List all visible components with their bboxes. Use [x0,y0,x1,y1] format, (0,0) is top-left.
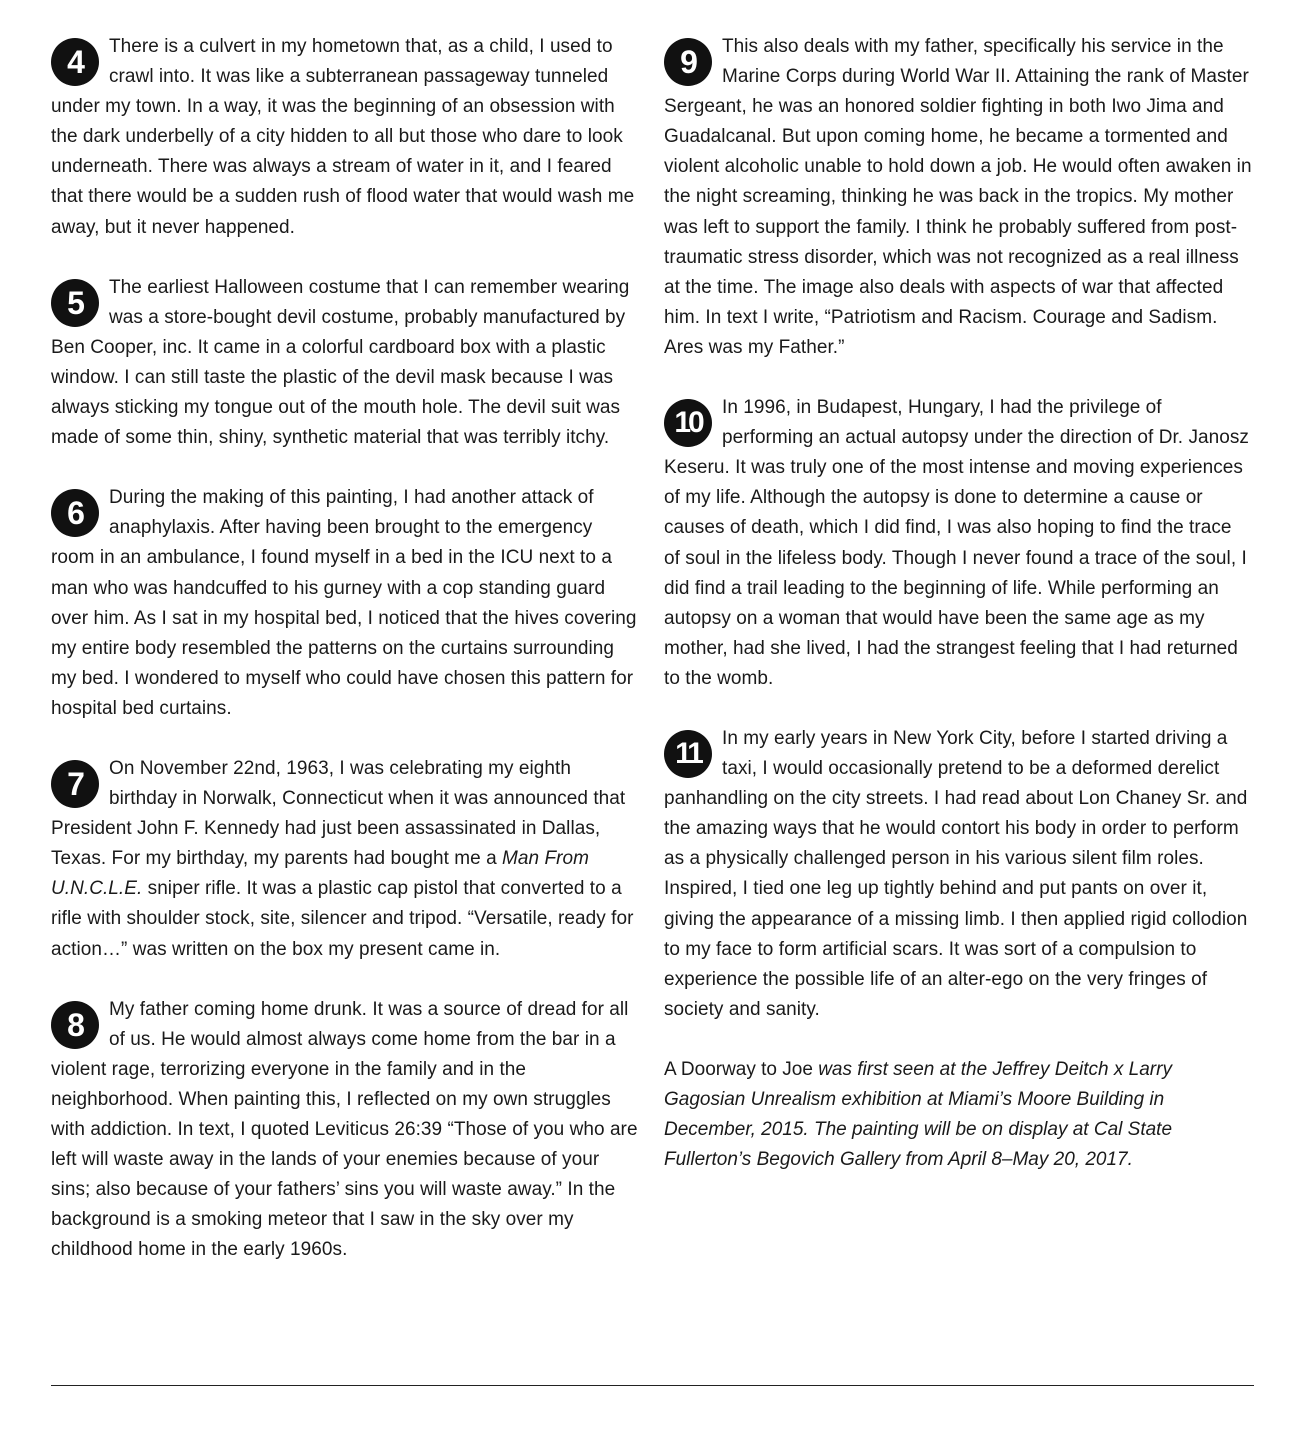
footer-divider [51,1385,1254,1386]
entry-text: During the making of this painting, I had another attack of anaphylaxis. After having been brought to the emergency room in an ambulance, I found myself in a bed in the ICU next to a man who was handcuffed to his gurney with a cop standing guard over him. As I sat in my hospital bed, I noticed that the hives covering my entire body resembled the patterns on the curtains surrounding my bed. I wondered to myself who could have chosen this pattern for hospital bed curtains. [51,487,637,719]
entry-text-part: On November 22nd, 1963, I was celebrating my eighth birthday in Norwalk, Connecticut when it was announced that President John F. Kennedy had just been assassinated in Dallas, Texas. For my birthday, my parents had bought me a [51,757,626,870]
entry-text: This also deals with my father, specifically his service in the Marine Corps during World War II. Attaining the rank of Master Sergeant, he was an honored soldier fighting in both Iwo Jima and Guadalcanal. But upon coming home, he became a tormented and violent alcoholic unable to hold down a job. He would often awaken in the night screaming, thinking he was back in the tropics. My mother was left to support the family. I think he probably suffered from post-traumatic stress disorder, which was not recognized as a real illness at the time. The image also deals with aspects of war that affected him. In text I write, “Patriotism and Racism. Courage and Sadism. Ares was my Father.” [664,36,1252,358]
entry-8 [51,995,639,1266]
entry-text: My father coming home drunk. It was a source of dread for all of us. He would almost always come home from the bar in a violent rage, terrorizing everyone in the family and in the neighborhood. When painting this, I reflected on my own struggles with addiction. In text, I quoted Leviticus 26:39 “Those of you who are left will waste away in the lands of your enemies because of your sins; also because of your fathers’ sins you will waste away.” In the background is a smoking meteor that I saw in the sky over my childhood home in the early 1960s. [51,998,638,1261]
entry-4 [51,32,639,243]
entry-text: The earliest Halloween costume that I can remember wearing was a store-bought devil costume, probably manufactured by Ben Cooper, inc. It came in a colorful cardboard box with a plastic window. I can still taste the plastic of the devil mask because I was always sticking my tongue out of the mouth hole. The devil suit was made of some thin, shiny, synthetic material that was terribly itchy. [51,276,630,449]
entry-text-part: sniper rifle. It was a plastic cap pistol that converted to a rifle with shoulder stock, site, silencer and tripod. “Versatile, ready for action…” was written on the box my present came in. [51,878,634,960]
entry-number-badge: 4 [51,38,99,86]
entry-text [51,754,639,965]
left-column [51,32,639,1295]
entry-text: In 1996, in Budapest, Hungary, I had the privilege of performing an actual autopsy under the direction of Dr. Janosz Keseru. It was truly one of the most intense and moving experiences of my life. Although the autopsy is done to determine a cause or causes of death, which I did find, I was also hoping to find the trace of soul in the lifeless body. Though I never found a trace of the soul, I did find a trail leading to the beginning of life. While performing an autopsy on a woman that would have been the same age as my mother, had she lived, I had the strangest feeling that I had returned to the womb. [664,397,1249,689]
entry-number-badge: 6 [51,489,99,537]
entry-6 [51,483,639,724]
entry-text: In my early years in New York City, before I started driving a taxi, I would occasionally pretend to be a deformed derelict panhandling on the city streets. I had read about Lon Chaney Sr. and the amazing ways that he would contort his body in order to perform as a physically challenged person in his various silent film roles. Inspired, I tied one leg up tightly behind and put pants on over it, giving the appearance of a missing limb. I then applied rigid collodion to my face to form artificial scars. It was sort of a compulsion to experience the possible life of an alter-ego on the very fringes of society and sanity. [664,727,1248,1020]
toy-name-italic: Man From U.N.C.L.E. [51,848,589,900]
entry-number-badge: 11 [664,730,712,778]
entry-text: There is a culvert in my hometown that, as a child, I used to crawl into. It was like a subterranean passageway tunneled under my town. In a way, it was the beginning of an obsession with the dark underbelly of a city hidden to all but those who dare to look underneath. There was always a stream of water in it, and I feared that there would be a sudden rush of flood water that would wash me away, but it never happened. [51,36,635,238]
entry-9 [664,32,1252,363]
entry-10 [664,393,1252,694]
entry-number-badge: 9 [664,38,712,86]
entry-5 [51,273,639,454]
exhibition-note [664,1055,1252,1175]
entry-7 [51,754,639,965]
entry-number-badge: 7 [51,760,99,808]
entry-number-badge: 5 [51,279,99,327]
painting-title: A Doorway to Joe [664,1058,813,1080]
entry-number-badge: 8 [51,1001,99,1049]
right-column [664,32,1252,1175]
exhibition-note-text: was first seen at the Jeffrey Deitch x Larry Gagosian Unrealism exhibition at Miami’s Moore Building in December, 2015. The painting will be on display at Cal State Fullerton’s Begovich Gallery from April 8–May 20, 2017. [664,1058,1173,1171]
entry-number-badge: 10 [664,399,712,447]
entry-11 [664,724,1252,1025]
